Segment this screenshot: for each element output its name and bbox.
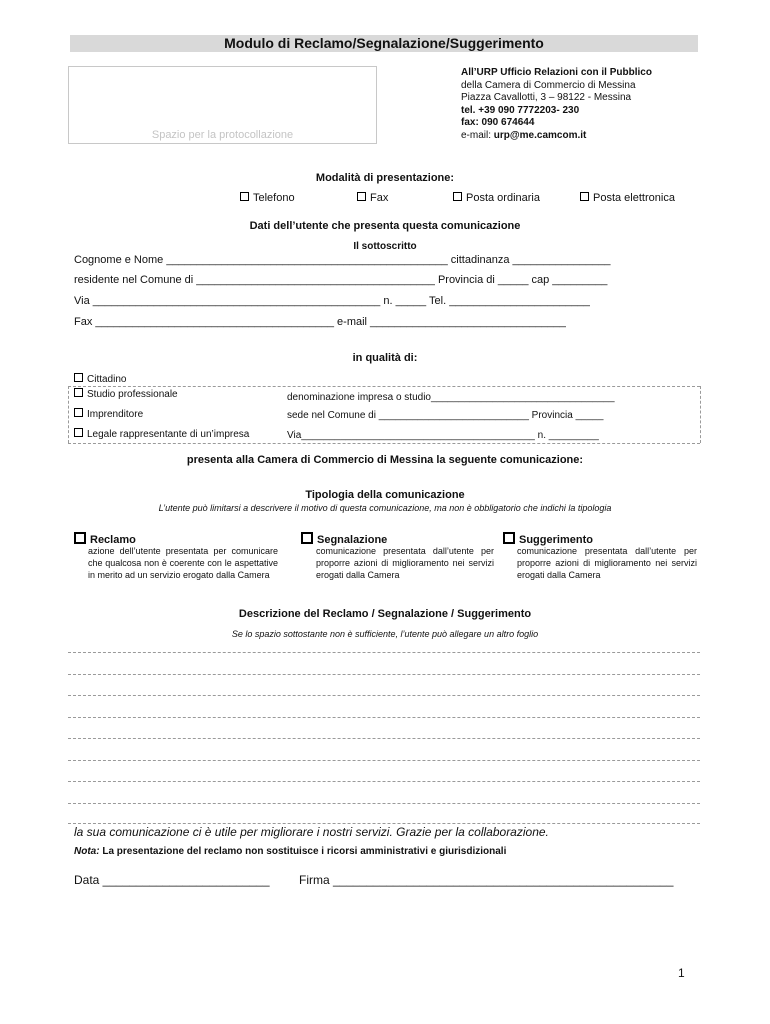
tipologia-note: L’utente può limitarsi a descrivere il motivo di questa comunicazione, ma non è obbligatorio che indichi la tipologia <box>158 503 612 513</box>
descrizione-heading: Descrizione del Reclamo / Segnalazione / Suggerimento <box>238 608 532 620</box>
description-line[interactable] <box>68 823 700 824</box>
nota-label: Nota: <box>74 846 100 857</box>
checkbox-icon[interactable] <box>240 192 249 201</box>
checkbox-icon[interactable] <box>74 532 86 544</box>
option-posta-ordinaria[interactable]: Posta ordinaria <box>453 192 540 204</box>
field-sede[interactable]: sede nel Comune di ___________________________ Provincia _____ <box>287 410 604 421</box>
user-data-subheading: Il sottoscritto <box>353 241 417 252</box>
field-residenza[interactable]: residente nel Comune di _______________________________________ Provincia di _____ cap _________ <box>74 274 608 286</box>
description-line[interactable] <box>68 738 700 739</box>
divider <box>700 386 701 443</box>
checkbox-icon[interactable] <box>74 388 83 397</box>
page-number: 1 <box>678 966 685 980</box>
field-via[interactable]: Via _______________________________________________ n. _____ Tel. _______________________ <box>74 295 590 307</box>
type-segnalazione-desc: comunicazione presentata dall’utente per proporre azioni di miglioramento nei servizi erogati dalla Camera <box>316 546 494 580</box>
field-via-impresa[interactable]: Via__________________________________________ n. _________ <box>287 430 599 441</box>
divider <box>68 386 69 443</box>
nota-body: La presentazione del reclamo non sostituisce i ricorsi amministrativi e giurisdizionali <box>99 846 507 857</box>
presentation-heading: Modalità di presentazione: <box>315 172 455 184</box>
type-suggerimento[interactable]: Suggerimento <box>503 532 593 546</box>
option-telefono[interactable]: Telefono <box>240 192 295 204</box>
page-title: Modulo di Reclamo/Segnalazione/Suggerimento <box>224 35 544 51</box>
description-line[interactable] <box>68 781 700 782</box>
description-line[interactable] <box>68 803 700 804</box>
protocol-box-label: Spazio per la protocollazione <box>151 129 294 141</box>
description-line[interactable] <box>68 652 700 653</box>
option-imprenditore[interactable]: Imprenditore <box>74 408 143 420</box>
description-line[interactable] <box>68 760 700 761</box>
urp-line2: della Camera di Commercio di Messina <box>461 79 636 91</box>
qualita-heading: in qualità di: <box>352 352 418 364</box>
checkbox-icon[interactable] <box>503 532 515 544</box>
option-posta-elettronica[interactable]: Posta elettronica <box>580 192 675 204</box>
field-data[interactable]: Data _________________________ <box>74 873 270 887</box>
field-firma[interactable]: Firma ___________________________________________________ <box>299 873 674 887</box>
description-line[interactable] <box>68 674 700 675</box>
type-segnalazione[interactable]: Segnalazione <box>301 532 387 546</box>
checkbox-icon[interactable] <box>74 373 83 382</box>
checkbox-icon[interactable] <box>580 192 589 201</box>
checkbox-icon[interactable] <box>74 408 83 417</box>
urp-email-row <box>461 130 652 143</box>
user-data-heading: Dati dell’utente che presenta questa comunicazione <box>249 220 521 232</box>
urp-phone: tel. +39 090 7772203- 230 <box>461 104 580 116</box>
option-legale-rappresentante[interactable]: Legale rappresentante di un’impresa <box>74 428 249 440</box>
option-studio-professionale[interactable]: Studio professionale <box>74 388 178 400</box>
urp-line3: Piazza Cavallotti, 3 – 98122 - Messina <box>461 92 632 103</box>
field-cognome-nome[interactable]: Cognome e Nome ______________________________________________ cittadinanza ________________ <box>74 254 611 266</box>
urp-line1: All’URP Ufficio Relazioni con il Pubblico <box>461 67 652 78</box>
field-fax-email[interactable]: Fax _______________________________________ e-mail ________________________________ <box>74 316 566 328</box>
descrizione-note: Se lo spazio sottostante non è sufficiente, l’utente può allegare un altro foglio <box>231 629 539 639</box>
urp-address <box>461 67 652 142</box>
checkbox-icon[interactable] <box>357 192 366 201</box>
urp-email-label: e-mail: <box>461 129 494 141</box>
divider <box>68 443 700 444</box>
thanks-text: la sua comunicazione ci è utile per migliorare i nostri servizi. Grazie per la collaborazione. <box>74 825 549 839</box>
option-fax[interactable]: Fax <box>357 192 388 204</box>
checkbox-icon[interactable] <box>74 428 83 437</box>
description-line[interactable] <box>68 695 700 696</box>
type-suggerimento-desc: comunicazione presentata dall’utente per proporre azioni di miglioramento nei servizi erogati dalla Camera <box>517 546 697 580</box>
type-reclamo[interactable]: Reclamo <box>74 532 136 546</box>
urp-email[interactable]: urp@me.camcom.it <box>493 129 587 141</box>
checkbox-icon[interactable] <box>453 192 462 201</box>
checkbox-icon[interactable] <box>301 532 313 544</box>
nota-text <box>74 846 506 857</box>
divider <box>68 386 700 387</box>
urp-fax: fax: 090 674644 <box>461 117 535 128</box>
description-line[interactable] <box>68 717 700 718</box>
field-denominazione[interactable]: denominazione impresa o studio_________________________________ <box>287 392 615 403</box>
presenta-text: presenta alla Camera di Commercio di Messina la seguente comunicazione: <box>186 454 584 466</box>
tipologia-heading: Tipologia della comunicazione <box>305 489 465 501</box>
option-cittadino[interactable]: Cittadino <box>74 373 126 385</box>
type-reclamo-desc: azione dell’utente presentata per comunicare che qualcosa non è coerente con le aspettative in merito ad un servizio erogato dalla Camera <box>88 546 278 580</box>
protocol-box <box>68 66 377 144</box>
